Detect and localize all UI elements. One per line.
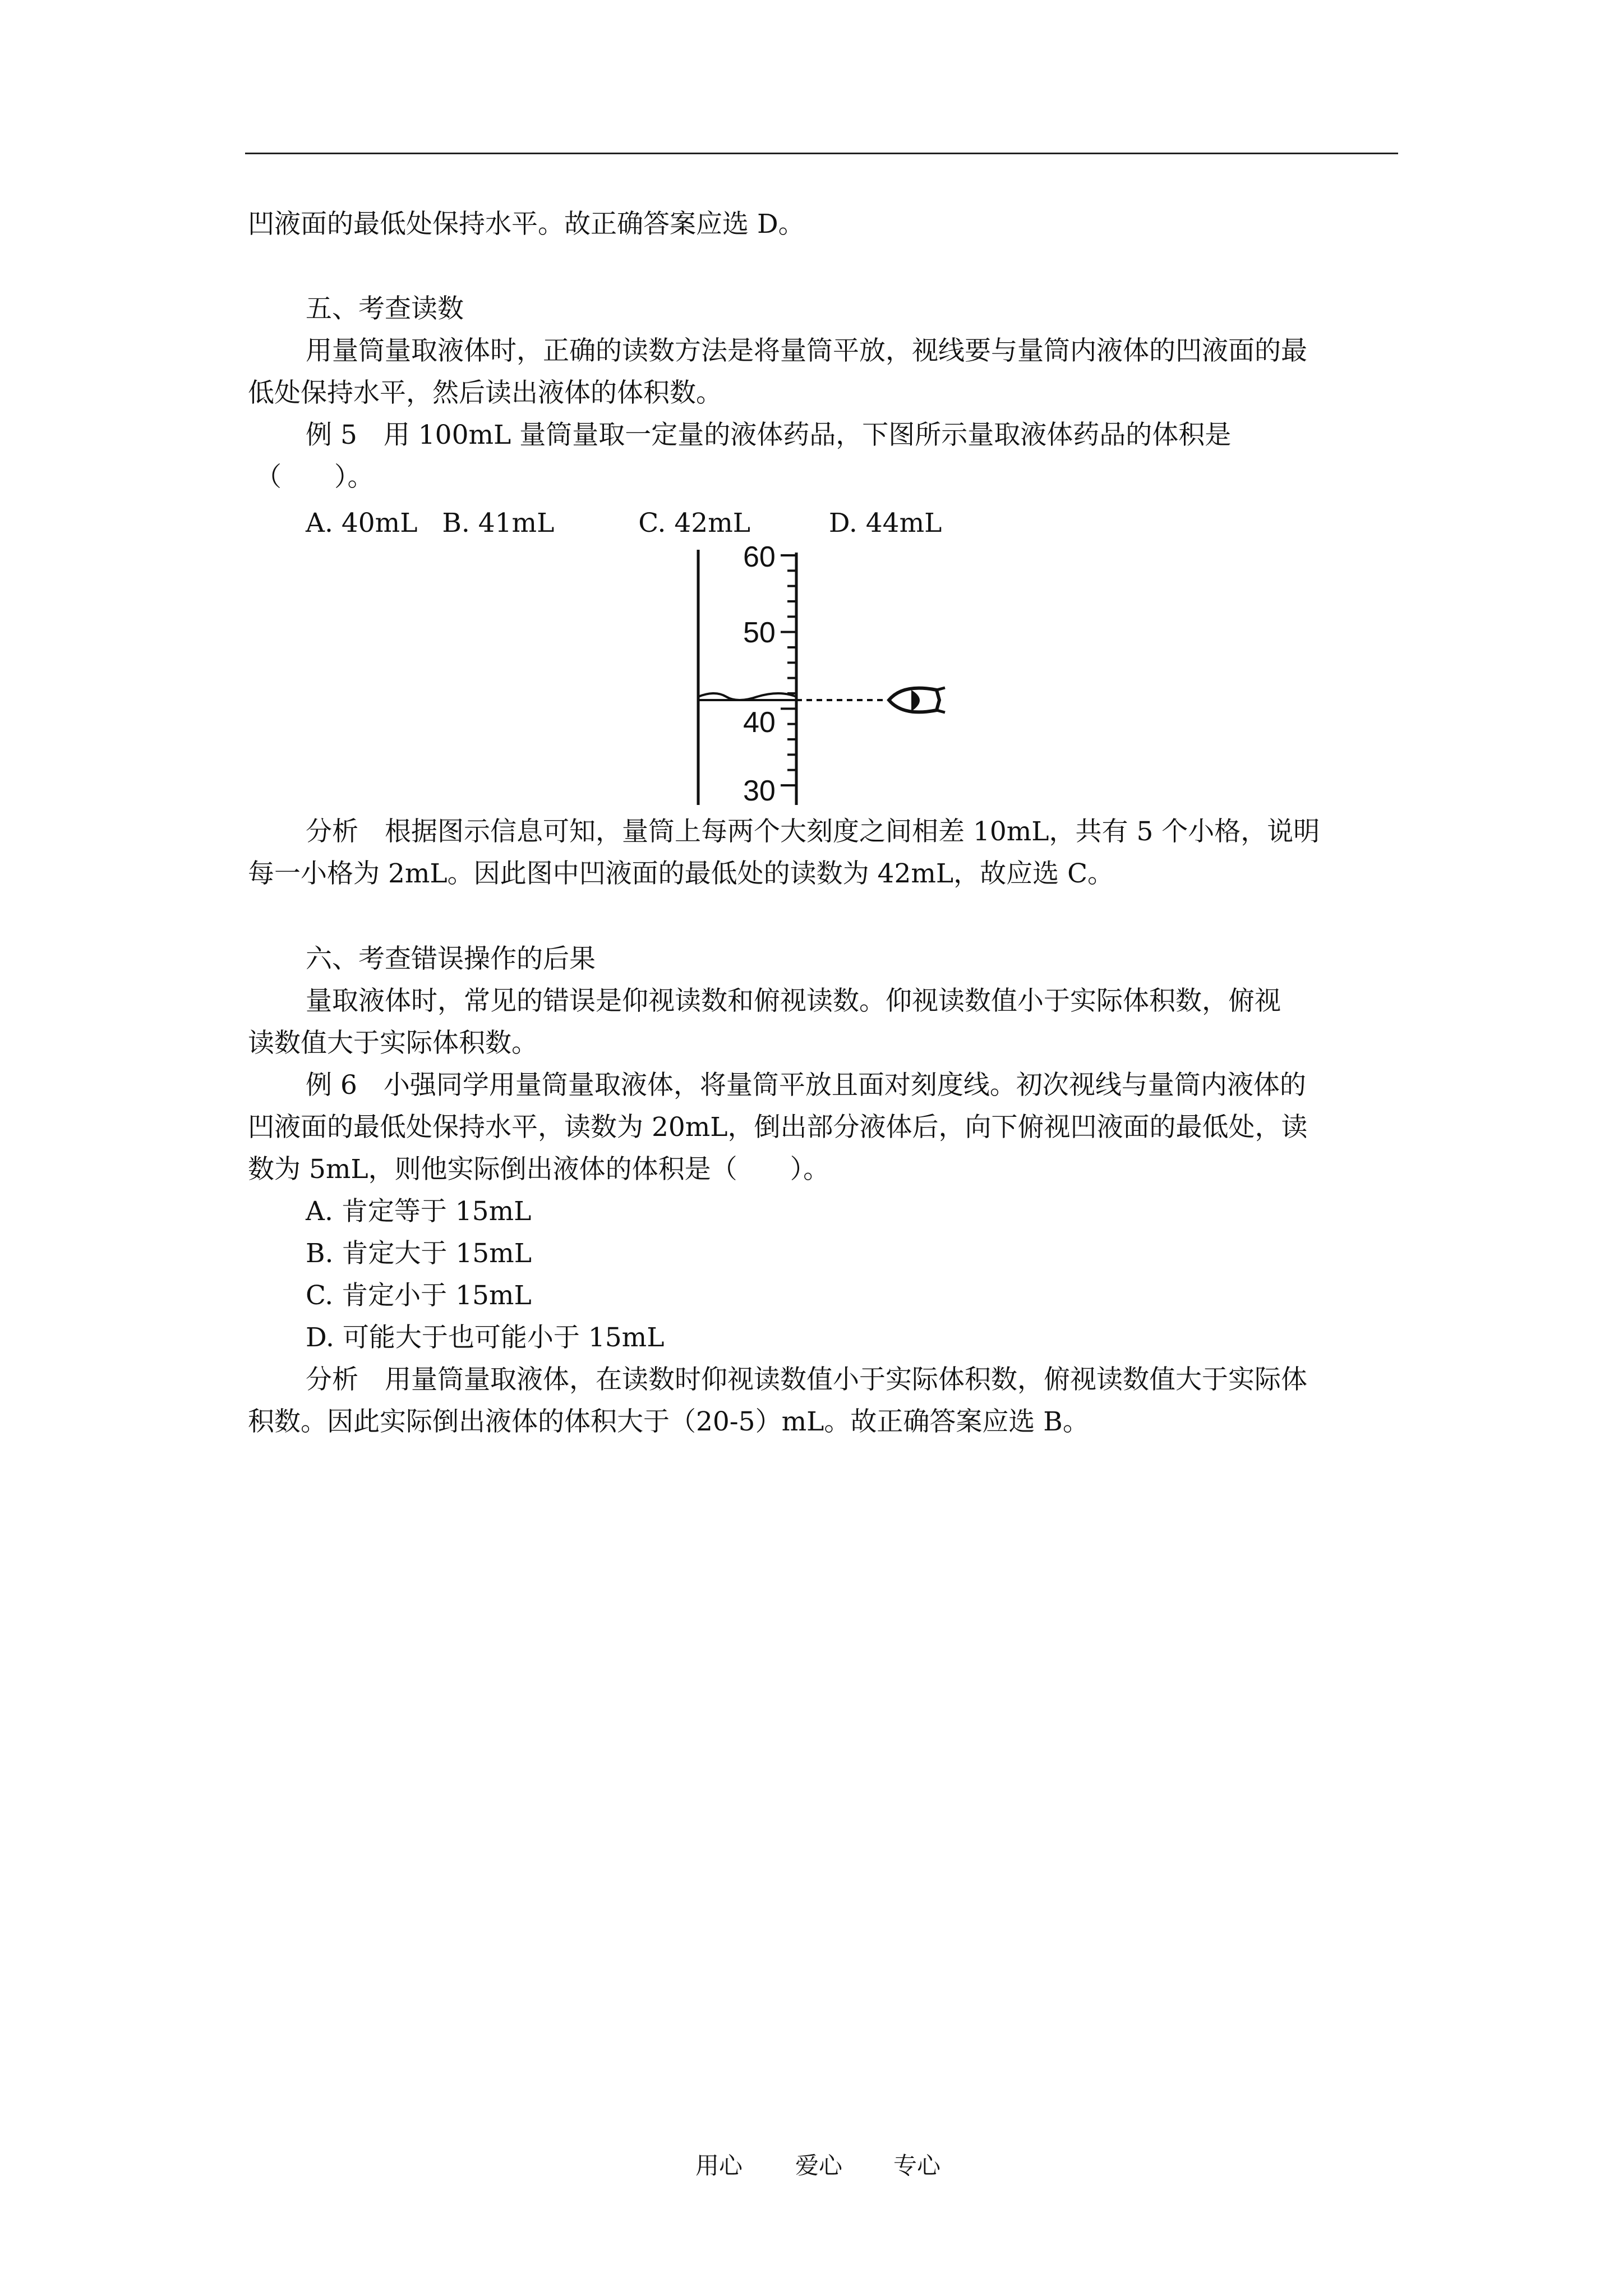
example-6-option-c: C. 肯定小于 15mL (306, 1280, 532, 1311)
paragraph-line: 量取液体时，常见的错误是仰视读数和俯视读数。仰视读数值小于实际体积数，俯视 (306, 986, 1281, 1016)
option-a: A. 40mL (306, 508, 418, 539)
section-title-5: 五、考查读数 (306, 293, 464, 324)
paragraph-line: 读数值大于实际体积数。 (248, 1028, 538, 1059)
example-5-question: 例 5 用 100mL 量筒量取一定量的液体药品，下图所示量取液体药品的体积是 (306, 420, 1232, 450)
scale-ticks (781, 555, 796, 785)
option-b: B. 41mL (442, 508, 555, 539)
analysis-5: 分析 根据图示信息可知，量筒上每两个大刻度之间相差 10mL，共有 5 个小格，说明 (306, 816, 1320, 847)
footer-text-2: 爱心 (795, 2152, 843, 2179)
example-6-option-d: D. 可能大于也可能小于 15mL (306, 1322, 665, 1353)
paragraph-line: 低处保持水平，然后读出液体的体积数。 (248, 378, 722, 408)
paragraph-line: 数为 5mL，则他实际倒出液体的体积是（ ）。 (248, 1154, 830, 1185)
example-6-option-a: A. 肯定等于 15mL (306, 1196, 532, 1227)
paragraph-line: 凹液面的最低处保持水平。故正确答案应选 D。 (248, 209, 805, 240)
example-6-question: 例 6 小强同学用量筒量取液体，将量筒平放且面对刻度线。初次视线与量筒内液体的 (306, 1070, 1306, 1101)
header-rule (245, 153, 1398, 154)
section-title-6: 六、考查错误操作的后果 (306, 944, 596, 974)
tick-label-60: 60 (743, 541, 776, 573)
example-5-options (306, 508, 942, 539)
paragraph-line: 积数。因此实际倒出液体的体积大于（20-5）mL。故正确答案应选 B。 (248, 1406, 1089, 1437)
paragraph-line: 凹液面的最低处保持水平，读数为 20mL，倒出部分液体后，向下俯视凹液面的最低处，读 (248, 1112, 1308, 1143)
example-5-blank: （ ）。 (255, 462, 374, 493)
eye-icon (889, 688, 945, 712)
option-d: D. 44mL (828, 508, 942, 539)
cylinder-diagram (690, 541, 953, 808)
tick-label-30: 30 (743, 775, 776, 807)
tick-label-40: 40 (743, 706, 776, 739)
paragraph-line: 用量筒量取液体时，正确的读数方法是将量筒平放，视线要与量筒内液体的凹液面的最 (306, 335, 1307, 366)
footer-text-3: 专心 (893, 2152, 941, 2179)
graduated-cylinder-figure (690, 541, 953, 808)
option-c: C. 42mL (638, 508, 750, 539)
analysis-6: 分析 用量筒量取液体，在读数时仰视读数值小于实际体积数，俯视读数值大于实际体 (306, 1364, 1307, 1395)
tick-label-50: 50 (743, 616, 776, 649)
example-6-option-b: B. 肯定大于 15mL (306, 1238, 532, 1269)
footer-text-1: 用心 (695, 2152, 743, 2179)
paragraph-line: 每一小格为 2mL。因此图中凹液面的最低处的读数为 42mL，故应选 C。 (248, 858, 1114, 889)
